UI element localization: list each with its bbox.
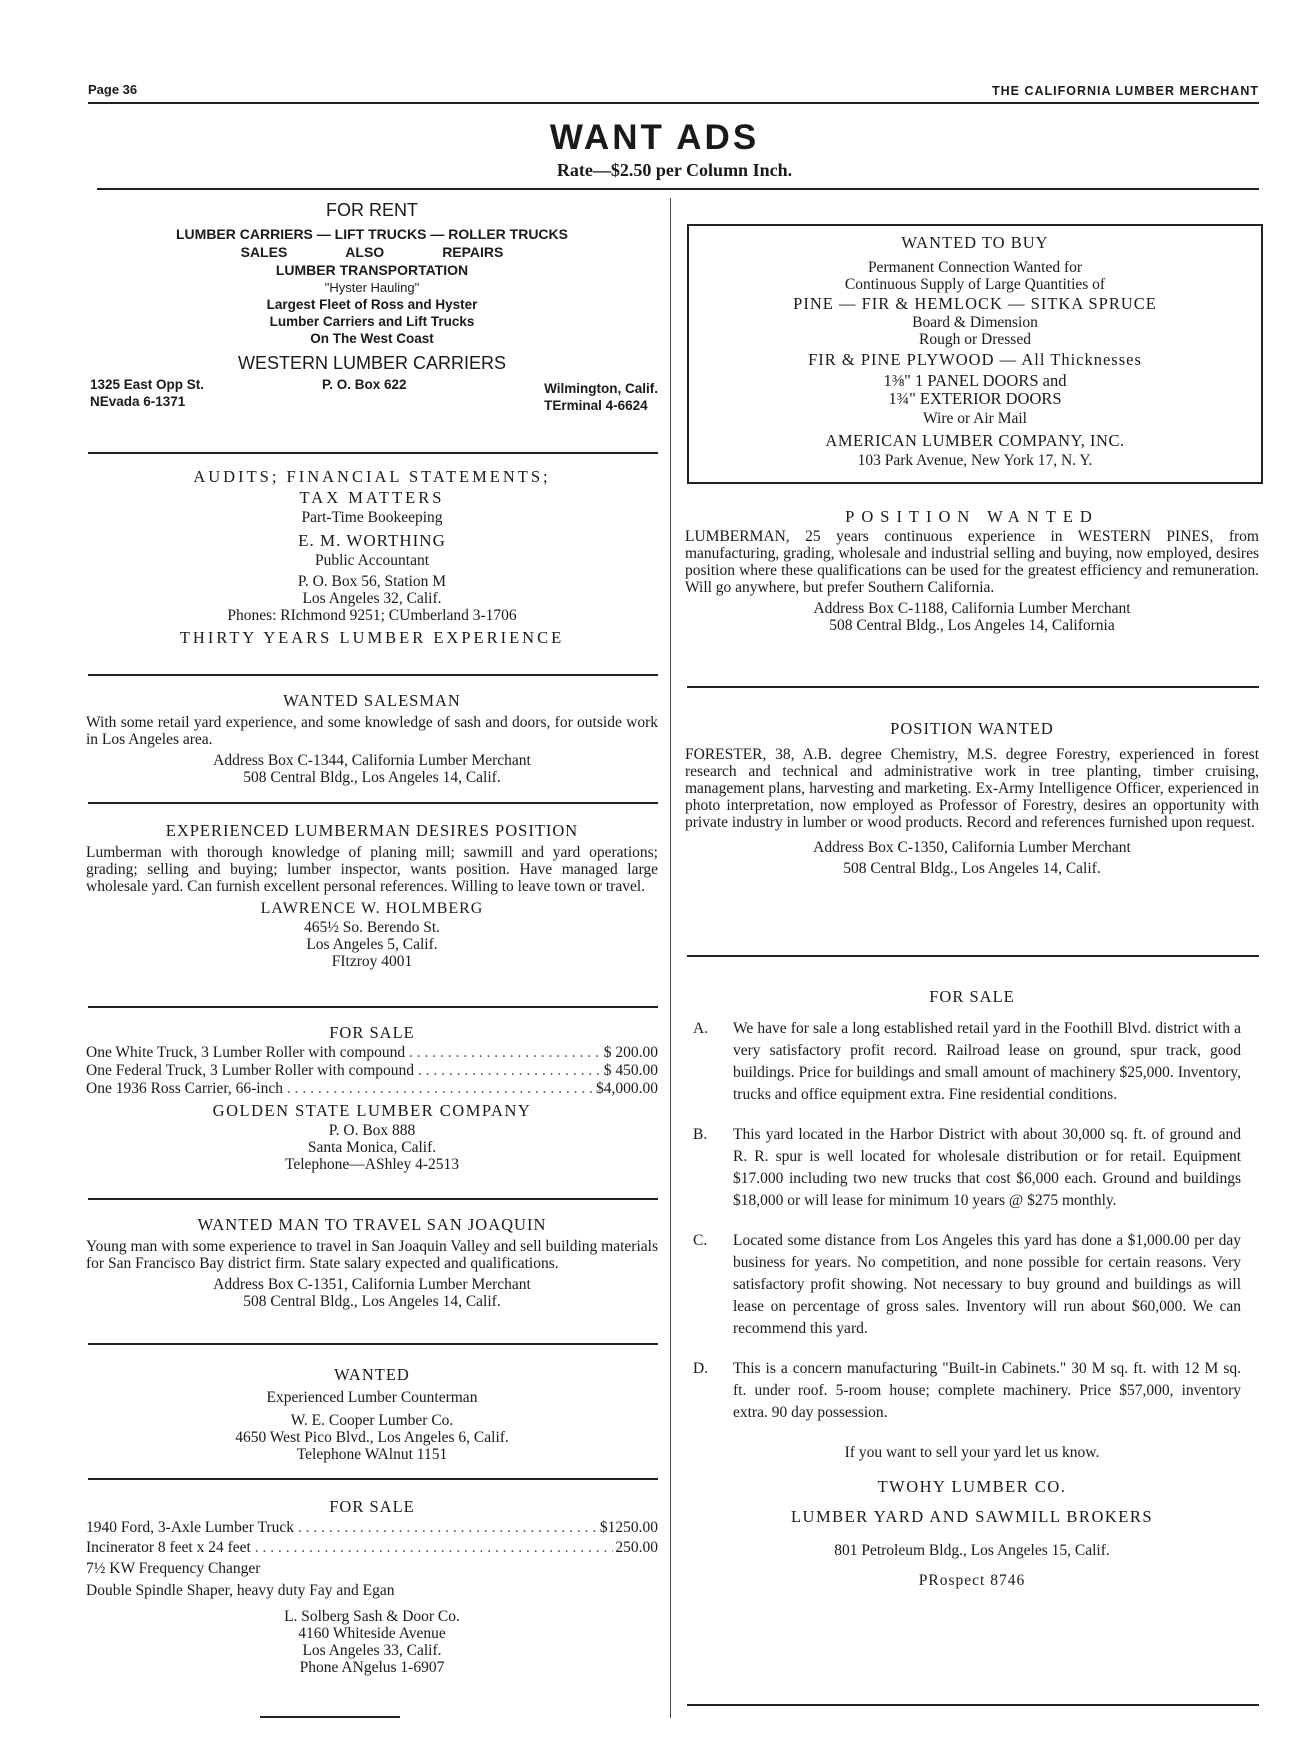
ad-heading: POSITION WANTED (845, 507, 1099, 526)
ad-phone: PRospect 8746 (918, 1572, 1026, 1589)
ad-address: Address Box C-1188, California Lumber Merchant (813, 600, 1131, 617)
ad-address: Santa Monica, Calif. (307, 1139, 437, 1156)
ad-position-wanted-forester (685, 718, 1259, 879)
item-text: We have for sale a long established retail yard in the Foothill Blvd. district with a very satisfactory profit record. Railroad lease on ground, spur track, good buildings. Price for buildings and small amount of machinery $25,000. Inventory, trucks and office equipment extra. Fine residential conditions. (733, 1020, 1241, 1103)
ad-rule (687, 686, 1259, 688)
ad-tagline: LUMBER YARD AND SAWMILL BROKERS (790, 1507, 1154, 1526)
ad-heading: EXPERIENCED LUMBERMAN DESIRES POSITION (165, 821, 579, 840)
ad-line: On The West Coast (310, 331, 434, 346)
ad-heading: WANTED TO BUY (901, 233, 1049, 252)
ad-text: NEvada 6-1371 (90, 394, 186, 409)
ad-for-sale-equipment (86, 1496, 658, 1676)
ad-rule (88, 802, 658, 804)
ad-text: SALES (240, 244, 288, 260)
ad-address: 508 Central Bldg., Los Angeles 14, California (829, 617, 1115, 634)
sale-line (86, 1518, 658, 1538)
ad-address: 508 Central Bldg., Los Angeles 14, Calif. (243, 769, 501, 786)
ad-line: 1¾" EXTERIOR DOORS (888, 389, 1062, 408)
item-text: Located some distance from Los Angeles this yard has done a $1,000.00 per day business for years. No competition, and none possible for certain reasons. Very satisfactory profit showing. Not necessary to buy ground and buildings as will lease on percentage of gross sales. Inventory will run about $60,000. We can recommend this yard. (733, 1232, 1241, 1337)
top-rule (97, 188, 1259, 190)
ad-heading: POSITION WANTED (890, 719, 1054, 738)
sale-line (86, 1080, 658, 1098)
ad-address: Address Box C-1350, California Lumber Merchant (813, 839, 1131, 856)
sale-desc: 1940 Ford, 3-Axle Lumber Truck . . . (86, 1518, 598, 1538)
ad-text: Wilmington, Calif. (544, 381, 658, 396)
sale-line (86, 1062, 658, 1080)
rate-line: Rate—$2.50 per Column Inch. (556, 160, 793, 180)
ad-address: 508 Central Bldg., Los Angeles 14, Calif. (843, 860, 1101, 877)
ad-phone: Telephone—AShley 4-2513 (284, 1156, 460, 1173)
ad-rule (260, 1716, 400, 1718)
ad-rule (687, 1704, 1259, 1706)
ad-name: E. M. WORTHING (298, 531, 446, 550)
ad-phone: Phone ANgelus 1-6907 (299, 1659, 445, 1676)
ad-address: 508 Central Bldg., Los Angeles 14, Calif. (243, 1293, 501, 1310)
ad-text: ALSO (345, 244, 385, 260)
ad-company: WESTERN LUMBER CARRIERS (237, 353, 507, 373)
sale-price: $4,000.00 (596, 1080, 658, 1097)
ad-rule (88, 1198, 658, 1200)
ad-line: LUMBER CARRIERS — LIFT TRUCKS — ROLLER TRUCKS (176, 226, 568, 242)
page-title: WANT ADS (549, 118, 760, 157)
ad-heading: TAX MATTERS (299, 488, 445, 507)
ad-body: FORESTER, 38, A.B. degree Chemistry, M.S. degree Forestry, experienced in forest research and technical and administrative work in tree planting, timber cruising, management plans, harvesting and marketing. Ex-Army Intelligence Officer, experienced in photo interpretation, now employed as Professor of Forestry, desires an opportunity with private industry in lumber or wood products. Record and references furnished upon request. (685, 746, 1259, 831)
ad-phone: FItzroy 4001 (331, 953, 413, 970)
ad-line: Wire or Air Mail (923, 410, 1027, 427)
ad-rule (88, 1006, 658, 1008)
ad-position-wanted-lumberman (685, 506, 1259, 634)
ad-tagline: THIRTY YEARS LUMBER EXPERIENCE (179, 628, 565, 647)
item-text: This is a concern manufacturing "Built-in Cabinets." 30 M sq. ft. with 12 M sq. ft. under roof. 5-room house; complete machinery. Price $57,000, inventory extra. 90 day possession. (733, 1360, 1241, 1421)
sale-price: $1250.00 (599, 1519, 658, 1536)
ad-rule (687, 955, 1259, 957)
sale-price: 250.00 (615, 1539, 658, 1556)
ad-line: Largest Fleet of Ross and Hyster (266, 297, 478, 312)
ad-line: "Hyster Hauling" (324, 280, 420, 295)
ad-heading: WANTED MAN TO TRAVEL SAN JOAQUIN (197, 1215, 547, 1234)
ad-company: AMERICAN LUMBER COMPANY, INC. (825, 431, 1125, 450)
ad-address: Address Box C-1351, California Lumber Merchant (213, 1276, 531, 1293)
ad-for-sale-trucks (86, 1022, 658, 1173)
ad-address: 465½ So. Berendo St. (303, 919, 441, 936)
list-item (685, 1124, 1259, 1212)
page-number: Page 36 (88, 82, 138, 97)
ad-text: 1325 East Opp St. (90, 377, 205, 392)
ad-body: Young man with some experience to travel in San Joaquin Valley and sell building materials for San Francisco Bay district firm. State salary expected and qualifications. (86, 1238, 658, 1272)
ad-name: LAWRENCE W. HOLMBERG (260, 900, 484, 917)
ad-contacts (86, 374, 658, 413)
ad-line: Board & Dimension (912, 314, 1038, 331)
ad-line (86, 243, 658, 261)
ad-wanted-travel (86, 1214, 658, 1310)
item-key: A. (693, 1020, 709, 1037)
ad-company: W. E. Cooper Lumber Co. (290, 1412, 454, 1429)
ad-line: Permanent Connection Wanted for (867, 259, 1083, 276)
ad-rule (88, 1343, 658, 1345)
sale-desc: Incinerator 8 feet x 24 feet . . . (86, 1538, 613, 1558)
ad-body: LUMBERMAN, 25 years continuous experience in WESTERN PINES, from manufacturing, grading, wholesale and industrial selling and buying, now employed, desires position where these qualifications can be used for the greatest efficiency and remuneration. Will go anywhere, but prefer Southern California. (685, 528, 1259, 596)
item-key: C. (693, 1232, 708, 1249)
ad-line: Experienced Lumber Counterman (266, 1389, 478, 1406)
ad-address: 801 Petroleum Bldg., Los Angeles 15, Calif. (834, 1542, 1110, 1559)
list-item (685, 1018, 1259, 1106)
ad-address: 4650 West Pico Blvd., Los Angeles 6, Calif. (235, 1429, 509, 1446)
sale-price: $ 450.00 (603, 1062, 658, 1079)
ad-wanted-salesman (86, 690, 658, 786)
ad-rule (88, 452, 658, 454)
sale-desc: One White Truck, 3 Lumber Roller with compound . . . (86, 1044, 602, 1062)
sale-price: $ 200.00 (603, 1044, 658, 1061)
ad-line: Part-Time Bookeeping (301, 509, 443, 526)
ad-address: 103 Park Avenue, New York 17, N. Y. (857, 452, 1093, 469)
ad-experienced-lumberman (86, 820, 658, 970)
ad-rule (88, 1478, 658, 1480)
ad-company: TWOHY LUMBER CO. (877, 1477, 1067, 1496)
sale-line: Double Spindle Shaper, heavy duty Fay and Egan (86, 1582, 395, 1599)
ad-heading: AUDITS; FINANCIAL STATEMENTS; (193, 467, 551, 486)
ad-heading: FOR RENT (326, 200, 418, 220)
ad-text: P. O. Box 622 (322, 377, 407, 392)
ad-line: Phones: RIchmond 9251; CUmberland 3-1706 (227, 607, 517, 624)
ad-line: P. O. Box 56, Station M (297, 573, 447, 590)
ad-for-rent (86, 200, 658, 413)
sale-line: 7½ KW Frequency Changer (86, 1560, 261, 1577)
ad-address: 4160 Whiteside Avenue (298, 1625, 446, 1642)
ad-line: PINE — FIR & HEMLOCK — SITKA SPRUCE (793, 294, 1157, 313)
ad-body: Lumberman with thorough knowledge of planing mill; sawmill and yard operations; grading; selling and buying; lumber inspector, wants position. Have managed large wholesale yard. Can furnish excellent personal references. Willing to leave town or travel. (86, 844, 658, 895)
list-item (685, 1358, 1259, 1424)
ad-address: Los Angeles 33, Calif. (302, 1642, 442, 1659)
ad-text: REPAIRS (442, 244, 504, 260)
sale-line (86, 1044, 658, 1062)
ad-heading: WANTED SALESMAN (283, 691, 461, 710)
ad-rule (88, 674, 658, 676)
item-key: B. (693, 1126, 708, 1143)
ad-line: LUMBER TRANSPORTATION (275, 262, 469, 278)
ad-line: Continuous Supply of Large Quantities of (844, 276, 1106, 293)
ad-heading: WANTED (334, 1365, 410, 1384)
sale-line (86, 1538, 658, 1558)
ad-wanted-counterman (86, 1364, 658, 1463)
item-text: This yard located in the Harbor District with about 30,000 sq. ft. of ground and R. R. spur is well located for wholesale distribution or for retail. Equipment $17.000 including two new trucks that cost $6,000 each. Ground and buildings $18,000 or will lease for minimum 10 years @ $275 monthly. (733, 1126, 1241, 1209)
ad-line: 1⅜" 1 PANEL DOORS and (883, 371, 1067, 390)
sale-desc: One Federal Truck, 3 Lumber Roller with compound . . . (86, 1062, 602, 1080)
ad-company: L. Solberg Sash & Door Co. (284, 1608, 460, 1625)
ad-company: GOLDEN STATE LUMBER COMPANY (212, 1101, 532, 1120)
ad-line: Rough or Dressed (919, 331, 1031, 348)
ad-line: Lumber Carriers and Lift Trucks (269, 314, 475, 329)
ad-body: With some retail yard experience, and some knowledge of sash and doors, for outside work in Los Angeles area. (86, 714, 658, 748)
ad-wanted-to-buy (687, 224, 1263, 484)
ad-for-sale-yards (685, 986, 1259, 1592)
ad-address: Address Box C-1344, California Lumber Merchant (213, 752, 531, 769)
list-item (685, 1230, 1259, 1340)
ad-heading: FOR SALE (929, 987, 1015, 1006)
ad-address: P. O. Box 888 (328, 1122, 416, 1139)
ad-text: TErminal 4-6624 (544, 398, 648, 413)
ad-audits (86, 466, 658, 649)
ad-heading: FOR SALE (329, 1023, 415, 1042)
column-divider (670, 198, 671, 1718)
ad-address: Los Angeles 5, Calif. (306, 936, 438, 953)
ad-note: If you want to sell your yard let us know. (844, 1444, 1100, 1461)
ad-line: Public Accountant (314, 552, 430, 569)
item-key: D. (693, 1360, 709, 1377)
publication-name: THE CALIFORNIA LUMBER MERCHANT (991, 84, 1259, 98)
sale-desc: One 1936 Ross Carrier, 66-inch . . . (86, 1080, 594, 1098)
ad-heading: FOR SALE (329, 1497, 415, 1516)
ad-phone: Telephone WAlnut 1151 (296, 1446, 448, 1463)
ad-line: FIR & PINE PLYWOOD — All Thicknesses (808, 350, 1142, 369)
ad-line: Los Angeles 32, Calif. (302, 590, 442, 607)
page-header (88, 80, 1259, 104)
